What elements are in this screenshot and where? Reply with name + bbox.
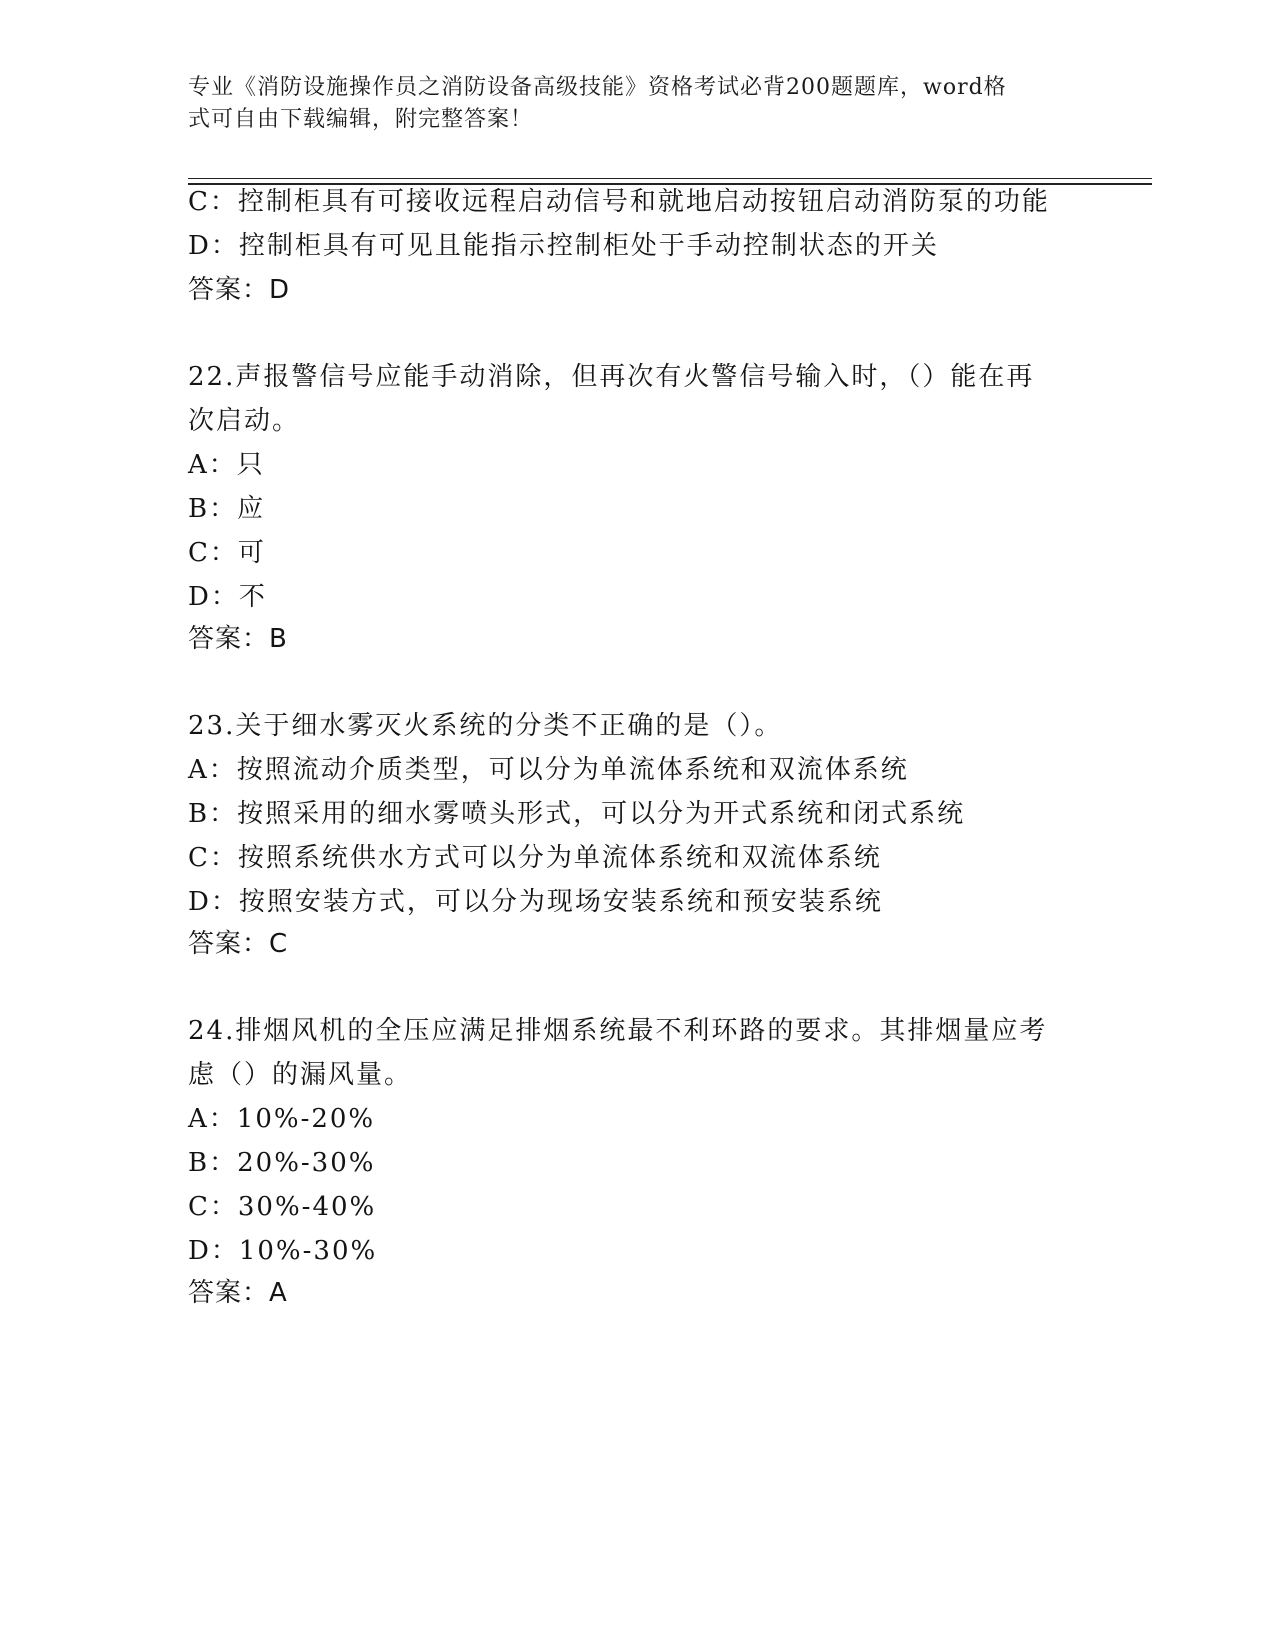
header-divider-thin	[188, 178, 1152, 179]
header-line-1: 专业《消防设施操作员之消防设备高级技能》资格考试必背200题题库，word格	[188, 75, 1007, 100]
option-c: C：30%-40%	[188, 1192, 377, 1222]
answer: 答案：A	[188, 1278, 288, 1308]
option-c: C：可	[188, 538, 266, 568]
prev-option-c: C：控制柜具有可接收远程启动信号和就地启动按钮启动消防泵的功能	[188, 187, 1050, 217]
option-d: D：不	[188, 582, 267, 612]
question-stem-line-1: 22.声报警信号应能手动消除，但再次有火警信号输入时，（）能在再	[188, 362, 1035, 392]
option-d: D：10%-30%	[188, 1236, 378, 1266]
question-stem-line-2: 次启动。	[188, 406, 301, 436]
document-header	[188, 72, 1088, 136]
question-stem-line-1: 23.关于细水雾灭火系统的分类不正确的是（）。	[188, 711, 783, 741]
option-b: B：按照采用的细水雾喷头形式，可以分为开式系统和闭式系统	[188, 799, 966, 829]
option-b: B：应	[188, 494, 266, 524]
question-stem-line-2: 虑（）的漏风量。	[188, 1060, 413, 1090]
header-line-2: 式可自由下载编辑，附完整答案！	[188, 107, 534, 132]
option-a: A：10%-20%	[188, 1104, 376, 1134]
answer: 答案：B	[188, 624, 288, 654]
option-d: D：按照安装方式，可以分为现场安装系统和预安装系统	[188, 887, 883, 917]
option-a: A：只	[188, 450, 265, 480]
prev-option-d: D：控制柜具有可见且能指示控制柜处于手动控制状态的开关	[188, 231, 939, 261]
answer: 答案：C	[188, 929, 289, 959]
option-b: B：20%-30%	[188, 1148, 376, 1178]
option-a: A：按照流动介质类型，可以分为单流体系统和双流体系统	[188, 755, 909, 785]
header-divider-thick	[188, 183, 1152, 185]
prev-answer: 答案：D	[188, 275, 291, 305]
question-stem-line-1: 24.排烟风机的全压应满足排烟系统最不利环路的要求。其排烟量应考	[188, 1016, 1048, 1046]
option-c: C：按照系统供水方式可以分为单流体系统和双流体系统	[188, 843, 882, 873]
